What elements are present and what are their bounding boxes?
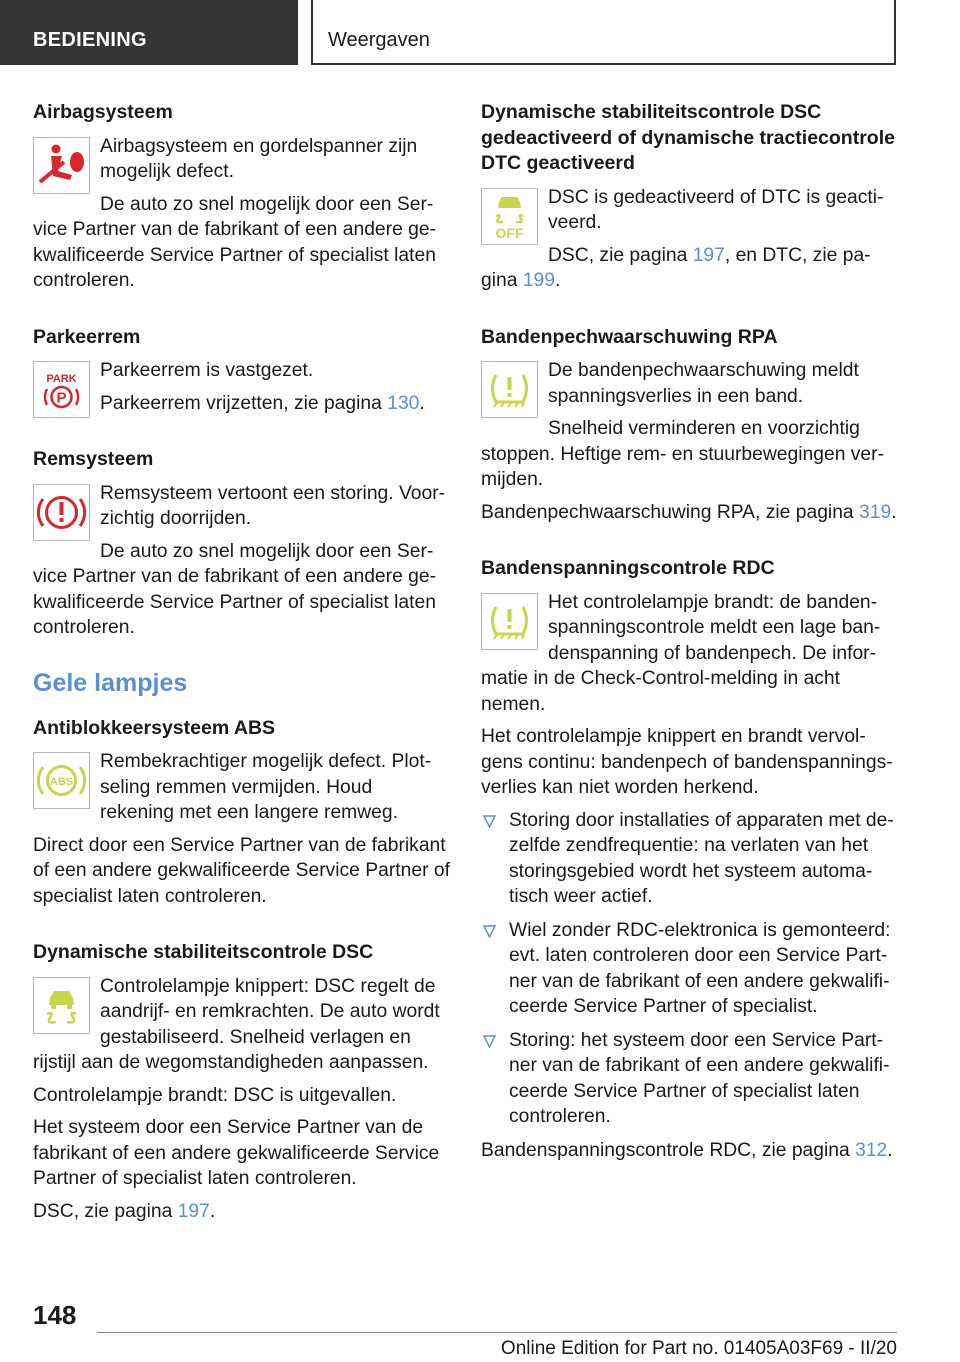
brake-warning-icon	[33, 484, 90, 541]
header-section-label: BEDIENING	[33, 29, 147, 51]
abs-text-2: Direct door een Service Partner van de fabrikant of een andere gekwalificeerde Service Partner of specialist laten controleren.	[33, 834, 450, 907]
abs-section	[33, 749, 450, 909]
right-column	[481, 100, 897, 1170]
dsc-off-page-link-dtc[interactable]: 199	[522, 270, 555, 291]
yellow-lamps-title: Gele lampjes	[33, 668, 188, 697]
bullet-triangle-icon	[483, 815, 496, 828]
rdc-text-2: Het controlelampje knippert en brandt vervolgens continu: bandenpech of bandenspanningsverlies kan niet worden herkend.	[481, 726, 893, 798]
dsc-section	[33, 974, 450, 1225]
dsc-text-4: DSC, zie pagina 197.	[33, 1200, 216, 1222]
footer-edition-text: Online Edition for Part no. 01405A03F69 - II/20	[500, 1338, 897, 1359]
rpa-section	[481, 358, 897, 525]
abs-heading: Antiblokkeersysteem ABS	[33, 716, 276, 739]
tyre-pressure-warning-icon	[481, 361, 538, 418]
dsc-off-heading: Dynamische stabiliteitscontrole DSC gedeactiveerd of dynamische tractiecontrole DTC geactiveerd	[481, 101, 895, 174]
dsc-text-1: Controlelampje knippert: DSC regelt de aandrijf- en remkrachten. De auto wordt gestabiliseerd. Snelheid verlagen en rijstijl aan de wegomstandigheden aanpassen.	[33, 975, 440, 1073]
rdc-section	[481, 590, 897, 1164]
page-number: 148	[33, 1300, 77, 1330]
rdc-text-1: Het controlelampje brandt: de bandenspanningscontrole meldt een lage bandenspanning of bandenpech. De informatie in de Check-Control-melding in acht nemen.	[481, 591, 881, 715]
airbag-section	[33, 134, 450, 301]
parking-brake-heading: Parkeerrem	[33, 325, 141, 348]
dsc-off-section	[481, 185, 897, 301]
parking-brake-page-link[interactable]: 130	[387, 392, 420, 414]
parking-brake-text-2: Parkeerrem vrijzetten, zie pagina 130.	[100, 392, 425, 414]
footer-divider	[97, 1332, 897, 1333]
rdc-bullet-1: Storing door installaties of apparaten met dezelfde zendfrequentie: na verlaten van het storingsgebied wordt het systeem automatisch weer actief.	[481, 808, 897, 910]
dsc-off-icon	[481, 188, 538, 245]
left-column	[33, 100, 450, 1231]
header-chapter-tab	[311, 0, 896, 65]
bullet-triangle-icon	[483, 925, 496, 938]
rdc-page-link[interactable]: 312	[855, 1139, 888, 1161]
rpa-heading: Bandenpechwaarschuwing RPA	[481, 325, 778, 348]
rdc-text-3: Bandenspanningscontrole RDC, zie pagina 312.	[481, 1139, 893, 1161]
dsc-off-page-link-dsc[interactable]: 197	[692, 244, 725, 266]
parking-brake-section	[33, 358, 450, 423]
dsc-warning-icon	[33, 977, 90, 1034]
rdc-heading: Bandenspanningscontrole RDC	[481, 557, 775, 579]
airbag-text-2: De auto zo snel mogelijk door een Service Partner van de fabrikant of een andere gekwalificeerde Service Partner of specialist laten controleren.	[33, 193, 437, 291]
header-section-tab	[0, 0, 298, 65]
rpa-text-3: Bandenpechwaarschuwing RPA, zie pagina 319.	[481, 501, 897, 523]
parking-brake-text-1: Parkeerrem is vastgezet.	[100, 360, 314, 381]
dsc-off-icon-label: OFF	[495, 224, 524, 241]
bullet-triangle-icon	[483, 1035, 496, 1048]
dsc-page-link[interactable]: 197	[177, 1200, 210, 1222]
airbag-warning-icon	[33, 137, 90, 194]
rpa-text-1: De bandenpechwaarschuwing meldt spanningsverlies in een band.	[548, 360, 859, 407]
svg-text:P: P	[56, 389, 67, 407]
header-chapter-label: Weergaven	[328, 29, 430, 51]
dsc-text-3: Het systeem door een Service Partner van de fabrikant of een andere gekwalificeerde Service Partner of specialist laten controleren.	[33, 1117, 440, 1189]
brake-system-text-2: De auto zo snel mogelijk door een Service Partner van de fabrikant of een andere gekwalificeerde Service Partner of specialist laten controleren.	[33, 540, 437, 638]
rpa-text-2: Snelheid verminderen en voorzichtig stoppen. Heftige rem- en stuurbewegingen vermijden.	[481, 418, 884, 490]
brake-system-section	[33, 481, 450, 648]
brake-system-heading: Remsysteem	[33, 448, 154, 470]
parking-brake-icon-label: PARK	[46, 373, 77, 385]
tyre-pressure-control-icon	[481, 593, 538, 650]
dsc-heading: Dynamische stabiliteitscontrole DSC	[33, 941, 374, 963]
abs-warning-icon	[33, 752, 90, 809]
rpa-page-link[interactable]: 319	[859, 501, 892, 523]
airbag-text-1: Airbagsysteem en gordelspanner zijn mogelijk defect.	[100, 135, 418, 182]
brake-system-text-1: Remsysteem vertoont een storing. Voorzichtig doorrijden.	[100, 482, 446, 529]
rdc-bullet-2: Wiel zonder RDC-elektronica is gemonteerd: evt. laten controleren door een Service Partner van de fabrikant of een andere gekwalificeerde Service Partner of specialist.	[481, 918, 897, 1020]
dsc-text-2: Controlelampje brandt: DSC is uitgevallen.	[33, 1084, 397, 1106]
abs-text-1: Rembekrachtiger mogelijk defect. Plotseling remmen vermijden. Houd rekening met een langere remweg.	[100, 751, 432, 823]
dsc-off-text-1: DSC is gedeactiveerd of DTC is geactiveerd.	[548, 186, 884, 233]
parking-brake-icon	[33, 361, 90, 418]
airbag-heading: Airbagsysteem	[33, 101, 173, 123]
rdc-bullet-3: Storing: het systeem door een Service Partner van de fabrikant of een andere gekwalificeerde Service Partner of specialist laten controleren.	[481, 1028, 897, 1130]
dsc-off-text-2: DSC, zie pagina 197, en DTC, zie pagina 199.	[481, 244, 871, 291]
abs-icon-label: ABS	[49, 776, 74, 788]
